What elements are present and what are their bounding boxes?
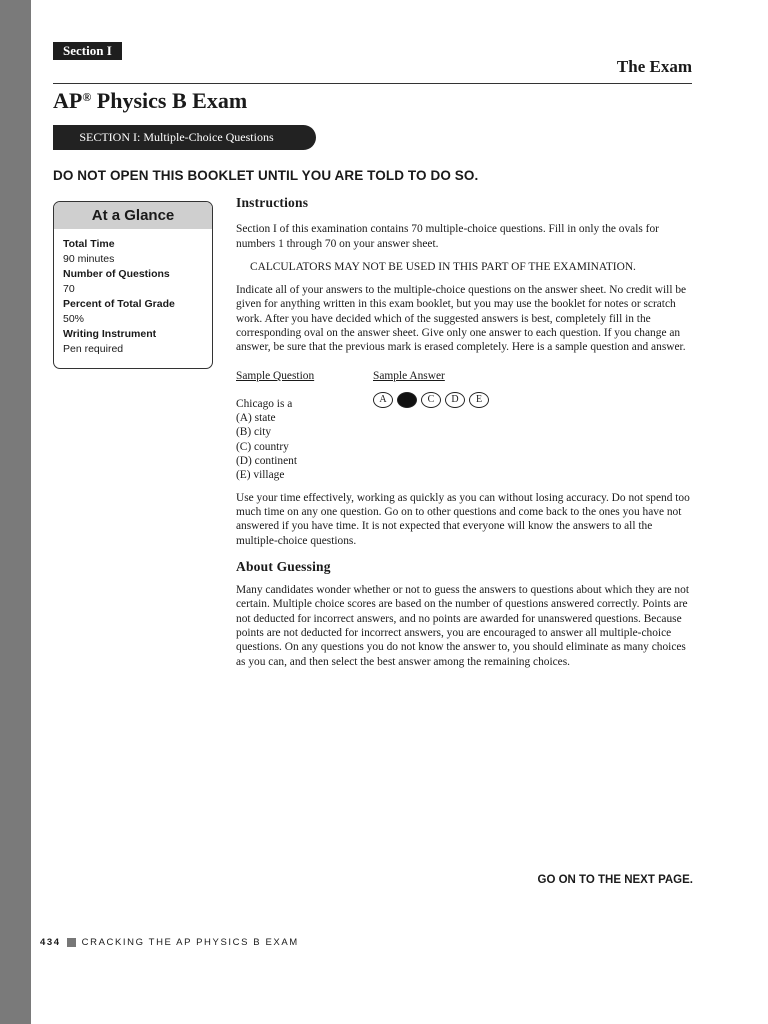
answer-bubble-d: D [445, 392, 465, 408]
glance-label: Total Time [63, 238, 115, 250]
sample-choice: (A) state [236, 411, 276, 424]
running-head: The Exam [616, 57, 692, 76]
main-column [236, 196, 692, 669]
instructions-paragraph: Section I of this examination contains 70 multiple-choice questions. Fill in only the ovals for numbers 1 through 70 on your answer sheet. [236, 223, 659, 250]
section-pill: SECTION I: Multiple-Choice Questions [53, 125, 316, 150]
sample-choice: (C) country [236, 440, 289, 453]
at-a-glance-box [53, 201, 213, 369]
answer-bubble-e: E [469, 392, 489, 408]
page-number: 434 [40, 937, 61, 948]
next-page-notice: GO ON TO THE NEXT PAGE. [537, 874, 693, 886]
sample-choice: (D) continent [236, 454, 298, 467]
answer-bubbles [373, 392, 489, 408]
section-tab: Section I [53, 42, 122, 60]
instructions-paragraph: Indicate all of your answers to the multiple-choice questions on the answer sheet. No credit will be given for anything written in this exam booklet, but you may use the booklet for notes or scratch work. After you have decided which of the suggested answers is best, completely fill in the corresponding oval on the answer sheet. Give only one answer to each question. If you change an answer, be sure that the previous mark is erased completely. Here is a sample question and answer. [236, 284, 687, 354]
answer-bubble-c: C [421, 392, 441, 408]
registered-mark: ® [82, 90, 92, 104]
sample-question-title: Sample Question [236, 369, 315, 382]
header-rule [53, 83, 692, 84]
title-prefix: AP [53, 88, 83, 113]
title-suffix: Physics B Exam [91, 88, 248, 113]
warning-text: DO NOT OPEN THIS BOOKLET UNTIL YOU ARE TOLD TO DO SO. [53, 168, 479, 183]
glance-label: Writing Instrument [63, 328, 157, 340]
sample-question-text [236, 397, 297, 483]
sample-answer-title: Sample Answer [373, 369, 445, 382]
book-title: CRACKING THE AP PHYSICS B EXAM [81, 937, 299, 948]
guessing-paragraph: Many candidates wonder whether or not to guess the answers to questions about which they are not certain. Multiple choice scores are based on the number of questions answered correctly. Points are not deducted for incorrect answers, and no points are awarded for unanswered questions. Because points are not deducted for incorrect answers, you are encouraged to answer all multiple-choice questions. On any questions you do not know the answer to, you should eliminate as many choices as you can, and then select the best answer among the remaining choices. [236, 584, 689, 668]
page-title [53, 88, 247, 114]
glance-label: Number of Questions [63, 268, 170, 280]
guessing-heading: About Guessing [236, 558, 331, 574]
instructions-heading: Instructions [236, 195, 309, 210]
glance-value: 50% [63, 313, 85, 325]
footer-square-icon [67, 938, 76, 947]
sample-choice: (E) village [236, 469, 285, 482]
answer-bubble-b: B [397, 392, 417, 408]
calculator-notice: CALCULATORS MAY NOT BE USED IN THIS PART OF THE EXAMINATION. [250, 260, 636, 273]
sample-question-block [236, 369, 692, 491]
glance-value: 90 minutes [63, 253, 115, 265]
at-a-glance-body [54, 229, 212, 357]
time-advice-paragraph: Use your time effectively, working as quickly as you can without losing accuracy. Do not spend too much time on any one question. Go on to other questions and come back to the ones you have not answered if you have time. It is not expected that everyone will know the answers to all the multiple-choice questions. [236, 491, 690, 547]
page-footer [40, 937, 299, 948]
glance-label: Percent of Total Grade [63, 298, 175, 310]
answer-bubble-a: A [373, 392, 393, 408]
sample-stem: Chicago is a [236, 397, 293, 410]
at-a-glance-title: At a Glance [54, 202, 212, 229]
glance-value: 70 [63, 283, 75, 295]
sample-choice: (B) city [236, 426, 272, 439]
glance-value: Pen required [63, 343, 124, 355]
left-margin-bar [0, 0, 31, 1024]
